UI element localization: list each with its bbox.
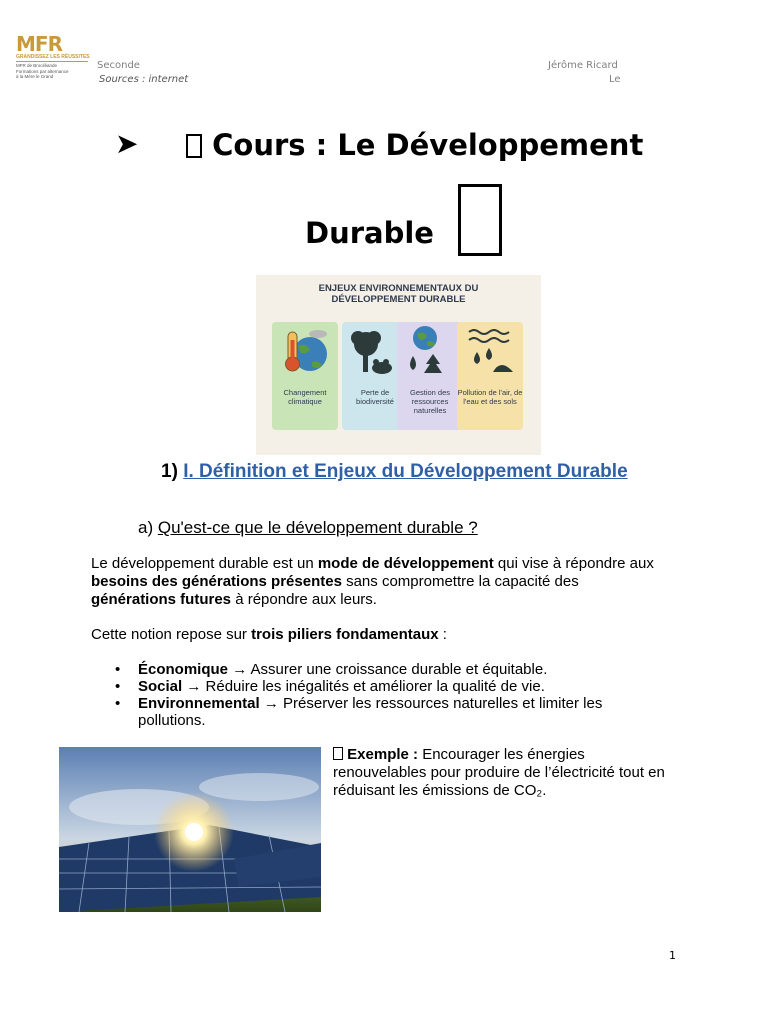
list-item-continuation xyxy=(138,712,698,729)
solar-panel-image xyxy=(59,747,321,912)
text: qui vise à répondre aux xyxy=(493,555,654,572)
title-text-1: Cours : Le Développement xyxy=(212,128,644,162)
pillars-intro xyxy=(91,626,447,644)
waves-drops-soil-icon xyxy=(457,322,523,384)
arrow-icon: → xyxy=(232,661,248,678)
card-label: Changement climatique xyxy=(283,388,327,406)
bold-text: générations futures xyxy=(91,591,232,608)
subsection-title: Qu'est-ce que le développement durable ? xyxy=(157,518,478,537)
example-text: réduisant les émissions de CO₂. xyxy=(333,782,547,799)
subsection-letter: a) xyxy=(138,518,154,537)
section-heading-1 xyxy=(161,461,628,483)
subsection-heading-a xyxy=(138,518,478,538)
list-item xyxy=(115,695,698,712)
pillar-name: Économique xyxy=(138,661,229,678)
card-label: Gestion des ressources naturelles xyxy=(409,388,451,415)
logo-sub-2: Formations par alternance xyxy=(16,68,69,74)
example-block xyxy=(333,746,693,800)
header-class: Seconde xyxy=(97,60,140,71)
pillar-name: Environnemental xyxy=(138,695,260,712)
logo-text: MFR xyxy=(16,32,62,56)
card-label: Pollution de l'air, de l'eau et des sols xyxy=(457,388,523,406)
text: sans compromettre la capacité des xyxy=(341,573,579,590)
missing-emoji-icon xyxy=(458,184,502,256)
pillar-text: Assurer une croissance durable et équitable. xyxy=(247,661,548,678)
text: à répondre aux leurs. xyxy=(231,591,377,608)
globe-drop-tree-icon xyxy=(397,322,453,384)
text: Le développement durable est un xyxy=(91,555,318,572)
pillar-text: pollutions. xyxy=(138,712,206,729)
text: Cette notion repose sur xyxy=(91,626,252,643)
arrow-icon: → xyxy=(263,695,279,712)
missing-emoji-icon xyxy=(333,747,343,760)
text: : xyxy=(438,626,447,643)
card-resource-management xyxy=(397,322,463,430)
header-right-word: Le xyxy=(609,74,621,85)
card-pollution xyxy=(457,322,523,430)
infographic-image xyxy=(256,275,541,455)
infographic-title-1: ENJEUX ENVIRONNEMENTAUX DU xyxy=(318,283,479,294)
bold-text: besoins des générations présentes xyxy=(91,573,342,590)
logo-divider xyxy=(16,61,88,62)
bullet: • xyxy=(115,661,121,678)
example-text: Encourager les énergies xyxy=(418,746,585,763)
missing-emoji-icon xyxy=(186,134,202,158)
logo-tagline: GRANDISSEZ LES RÉUSSITES xyxy=(16,54,90,60)
infographic-title xyxy=(256,283,541,305)
pillars-list xyxy=(115,661,698,729)
pillar-text: Réduire les inégalités et améliorer la qualité de vie. xyxy=(201,678,545,695)
mfr-logo xyxy=(16,34,92,88)
infographic-title-2: DÉVELOPPEMENT DURABLE xyxy=(331,294,466,305)
bullet: • xyxy=(115,695,121,712)
bold-text: mode de développement xyxy=(317,555,494,572)
arrow-icon: → xyxy=(186,678,202,695)
title-line-2: Durable xyxy=(305,216,434,250)
logo-sub-1: MFR de Brocéliande xyxy=(16,63,58,68)
thermometer-globe-icon xyxy=(272,322,338,384)
bullet: • xyxy=(115,678,121,695)
page-number: 1 xyxy=(669,949,676,962)
list-item xyxy=(115,661,698,678)
pillar-name: Social xyxy=(138,678,183,695)
title-arrow-icon: ➤ xyxy=(115,127,139,160)
header-sources: Sources : internet xyxy=(99,74,189,85)
logo-sub-3: à la Mère le Grand xyxy=(16,74,54,79)
definition-paragraph xyxy=(91,555,691,609)
section-number: 1) xyxy=(161,461,178,482)
section-title-link[interactable]: I. Définition et Enjeux du Développement Durable xyxy=(183,461,628,482)
card-label: Perte de biodiversité xyxy=(356,388,394,406)
example-label: Exemple : xyxy=(347,746,419,763)
example-text: renouvelables pour produire de l’électricité tout en xyxy=(333,764,665,781)
pillar-text: Préserver les ressources naturelles et limiter les xyxy=(278,695,603,712)
title-line-1 xyxy=(186,128,643,162)
list-item xyxy=(115,678,698,695)
card-climate-change xyxy=(272,322,338,430)
bold-text: trois piliers fondamentaux xyxy=(251,626,439,643)
header-author: Jérôme Ricard xyxy=(548,60,618,71)
solar-panel-photo xyxy=(59,747,321,912)
